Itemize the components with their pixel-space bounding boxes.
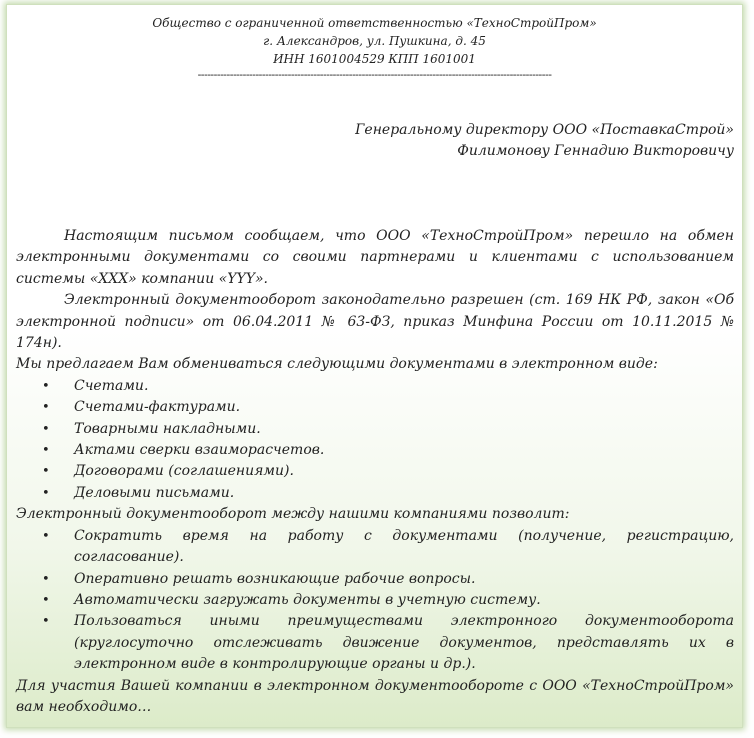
list-item: • Договорами (соглашениями). bbox=[16, 461, 734, 482]
list-item: • Деловыми письмами. bbox=[16, 483, 734, 504]
list-item: • Актами сверки взаиморасчетов. bbox=[16, 440, 734, 461]
company-inn-kpp: ИНН 1601004529 КПП 1601001 bbox=[273, 52, 476, 66]
bullet-icon: • bbox=[42, 421, 50, 437]
paragraph-offer: Мы предлагаем Вам обмениваться следующими документами в электронном виде: bbox=[16, 356, 658, 373]
letterhead bbox=[7, 14, 742, 82]
paragraph-benefits-intro: Электронный документооборот между нашими компаниями позволит: bbox=[16, 506, 570, 523]
list-item: • Товарными накладными. bbox=[16, 419, 734, 440]
list-item: • Счетами. bbox=[16, 376, 734, 397]
bullet-icon: • bbox=[42, 378, 50, 394]
addressee-name: Филимонову Геннадию Викторовичу bbox=[457, 143, 734, 159]
bullet-icon: • bbox=[42, 528, 50, 544]
addressee-block bbox=[355, 120, 734, 162]
bullet-icon: • bbox=[42, 443, 50, 459]
paragraph-intro: Настоящим письмом сообщаем, что ООО «ТехноСтройПром» перешло на обмен электронными документами со своими партнерами и клиентами с использованием системы «XXX» компании «YYY». bbox=[16, 228, 734, 287]
bullet-icon: • bbox=[42, 464, 50, 480]
list-item: • Автоматически загружать документы в учетную систему. bbox=[16, 590, 734, 611]
paragraph-legal: Электронный документооборот законодательно разрешен (ст. 169 НК РФ, закон «Об электронной подписи» от 06.04.2011 № 63-ФЗ, приказ Минфина России от 10.11.2015 № 174н). bbox=[16, 292, 734, 352]
bullet-icon: • bbox=[42, 614, 50, 630]
bullet-icon: • bbox=[42, 400, 50, 416]
letterhead-separator: -------------------------------------------------------------------------------------------------------------- bbox=[197, 68, 552, 81]
bullet-icon: • bbox=[42, 592, 50, 608]
list-item: • Оперативно решать возникающие рабочие вопросы. bbox=[16, 569, 734, 590]
list-item: • Пользоваться иными преимуществами электронного документооборота (круглосуточно отслеживать движение документов, представлять их в электронном виде в контролирующие органы и др.). bbox=[42, 613, 734, 673]
letter-page bbox=[6, 4, 743, 728]
list-item: • Счетами-фактурами. bbox=[16, 397, 734, 418]
benefits-list bbox=[16, 526, 734, 676]
bullet-icon: • bbox=[42, 485, 50, 501]
document-types-list bbox=[16, 376, 734, 504]
letter-body bbox=[16, 226, 734, 718]
list-item: • Сократить время на работу с документами (получение, регистрацию, согласование). bbox=[42, 527, 734, 566]
paragraph-closing: Для участия Вашей компании в электронном документообороте с ООО «ТехноСтройПром» вам необходимо… bbox=[16, 677, 734, 715]
company-address: г. Александров, ул. Пушкина, д. 45 bbox=[263, 34, 486, 48]
company-name: Общество с ограниченной ответственностью «ТехноСтройПром» bbox=[152, 16, 597, 30]
bullet-icon: • bbox=[42, 571, 50, 587]
addressee-position: Генеральному директору ООО «ПоставкаСтрой» bbox=[355, 122, 734, 138]
